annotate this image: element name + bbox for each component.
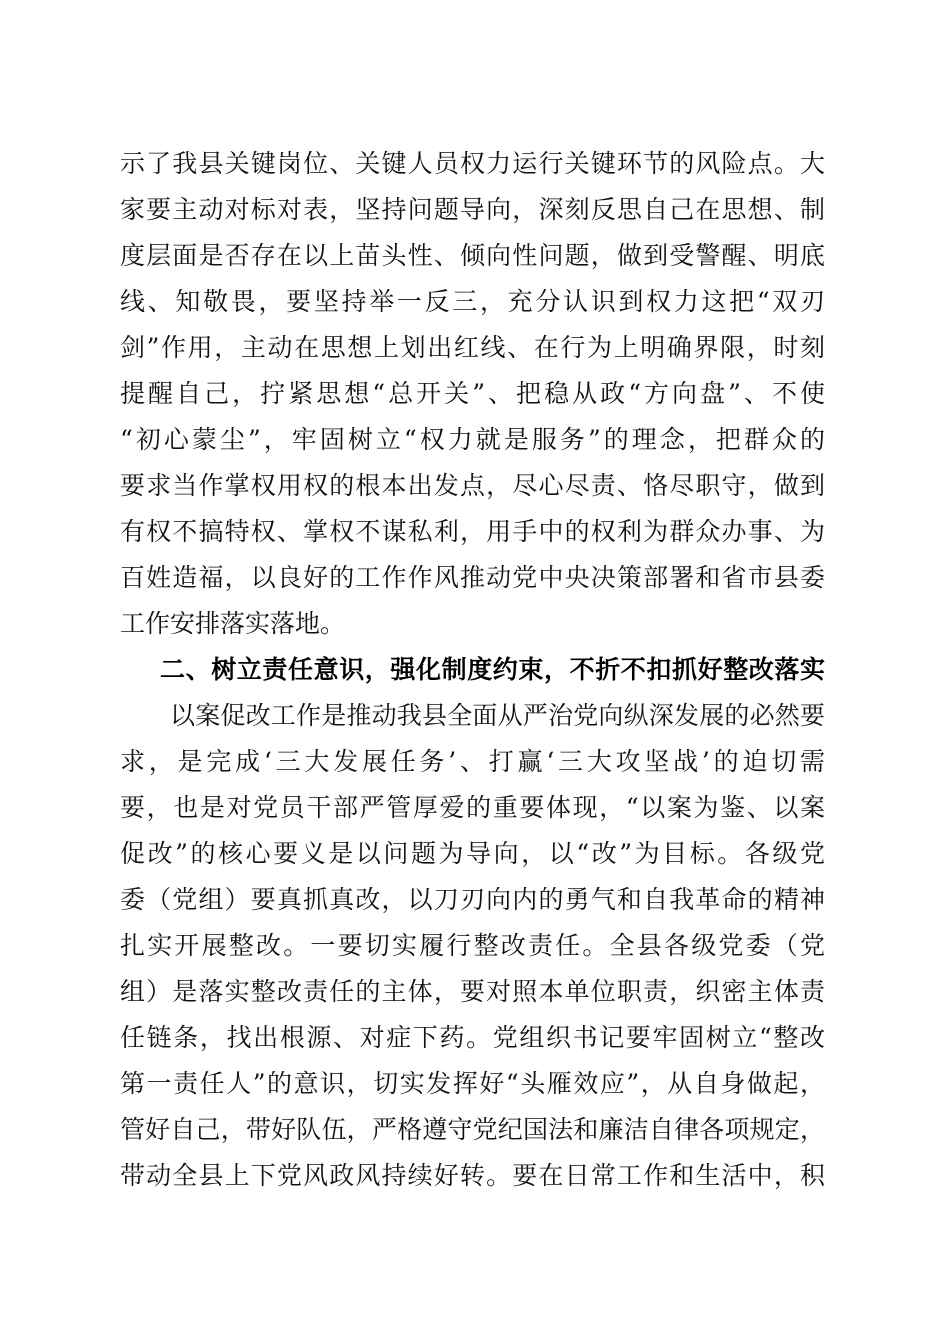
text-line: “初心蒙尘”，牢固树立“权力就是服务”的理念，把群众的 xyxy=(120,425,825,454)
text-line: 示了我县关键岗位、关键人员权力运行关键环节的风险点。大 xyxy=(120,149,825,178)
text-line: 管好自己，带好队伍，严格遵守党纪国法和廉洁自律各项规定， xyxy=(120,1115,825,1144)
text-line: 有权不搞特权、掌权不谋私利，用手中的权利为群众办事、为 xyxy=(120,517,825,546)
text-line: 家要主动对标对表，坚持问题导向，深刻反思自己在思想、制 xyxy=(120,195,825,224)
text-line: 度层面是否存在以上苗头性、倾向性问题，做到受警醒、明底 xyxy=(120,241,825,270)
text-line: 任链条，找出根源、对症下药。党组织书记要牢固树立“整改 xyxy=(120,1023,825,1052)
text-line: 促改”的核心要义是以问题为导向，以“改”为目标。各级党 xyxy=(120,839,825,868)
text-line: 扎实开展整改。一要切实履行整改责任。全县各级党委（党 xyxy=(120,931,825,960)
text-line: 以案促改工作是推动我县全面从严治党向纵深发展的必然要 xyxy=(170,701,825,730)
text-line: 求，是完成‘三大发展任务’、打赢‘三大攻坚战’的迫切需 xyxy=(120,747,825,776)
text-line: 工作安排落实落地。 xyxy=(120,609,346,638)
text-line: 线、知敬畏，要坚持举一反三，充分认识到权力这把“双刃 xyxy=(120,287,825,316)
section-heading: 二、树立责任意识，强化制度约束，不折不扣抓好整改落实 xyxy=(160,655,825,684)
text-line: 要，也是对党员干部严管厚爱的重要体现，“以案为鉴、以案 xyxy=(120,793,825,822)
text-line: 百姓造福，以良好的工作作风推动党中央决策部署和省市县委 xyxy=(120,563,825,592)
text-line: 第一责任人”的意识，切实发挥好“头雁效应”，从自身做起， xyxy=(120,1069,825,1098)
text-line: 要求当作掌权用权的根本出发点，尽心尽责、恪尽职守，做到 xyxy=(120,471,825,500)
text-line: 剑”作用，主动在思想上划出红线、在行为上明确界限，时刻 xyxy=(120,333,825,362)
text-line: 组）是落实整改责任的主体，要对照本单位职责，织密主体责 xyxy=(120,977,825,1006)
text-line: 提醒自己，拧紧思想“总开关”、把稳从政“方向盘”、不使 xyxy=(120,379,825,408)
text-line: 带动全县上下党风政风持续好转。要在日常工作和生活中，积 xyxy=(120,1161,825,1190)
text-line: 委（党组）要真抓真改，以刀刃向内的勇气和自我革命的精神 xyxy=(120,885,825,914)
